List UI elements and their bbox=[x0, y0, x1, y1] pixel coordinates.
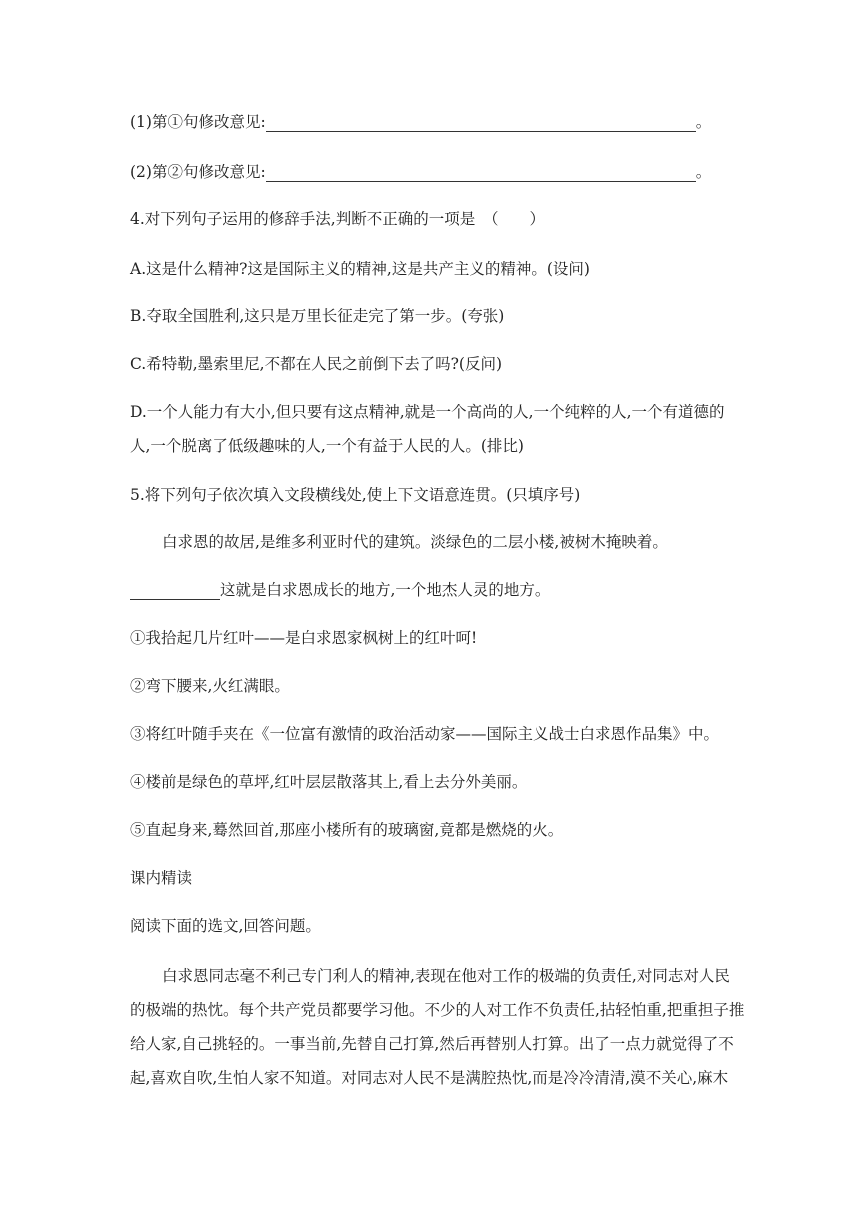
q5-passage-line-1: 白求恩的故居,是维多利亚时代的建筑。淡绿色的二层小楼,被树木掩映着。 bbox=[162, 533, 668, 551]
answer-blank-2[interactable] bbox=[266, 165, 696, 182]
q5-answer-blank[interactable] bbox=[130, 583, 220, 600]
q4-option-b: B.夺取全国胜利,这只是万里长征走完了第一步。(夸张) bbox=[130, 307, 505, 325]
q5-passage-line-2: 这就是白求恩成长的地方,一个地杰人灵的地方。 bbox=[130, 580, 550, 600]
q3-item-2: (2)第②句修改意见: 。 bbox=[130, 163, 712, 181]
answer-blank-1[interactable] bbox=[266, 115, 696, 132]
q5-sentence-3: ③将红叶随手夹在《一位富有激情的政治活动家——国际主义战士白求恩作品集》中。 bbox=[130, 725, 720, 743]
reading-line-3: 给人家,自己挑轻的。一事当前,先替自己打算,然后再替别人打算。出了一点力就觉得了不 bbox=[130, 1035, 734, 1053]
q4-option-a: A.这是什么精神?这是国际主义的精神,这是共产主义的精神。(设问) bbox=[130, 260, 590, 278]
q5-sentence-5: ⑤直起身来,蓦然回首,那座小楼所有的玻璃窗,竟都是燃烧的火。 bbox=[130, 821, 564, 839]
section-instruction: 阅读下面的选文,回答问题。 bbox=[130, 917, 321, 935]
q3-item-2-label: (2)第②句修改意见: bbox=[130, 163, 266, 181]
q4-option-d-line-1: D.一个人能力有大小,但只要有这点精神,就是一个高尚的人,一个纯粹的人,一个有道德的 bbox=[130, 403, 725, 421]
q5-stem: 5.将下列句子依次填入文段横线处,使上下文语意连贯。(只填序号) bbox=[130, 486, 581, 504]
q5-sentence-2: ②弯下腰来,火红满眼。 bbox=[130, 677, 290, 695]
q4-option-c: C.希特勒,墨索里尼,不都在人民之前倒下去了吗?(反问) bbox=[130, 355, 502, 373]
section-heading: 课内精读 bbox=[130, 869, 193, 887]
q5-sentence-4: ④楼前是绿色的草坪,红叶层层散落其上,看上去分外美丽。 bbox=[130, 773, 528, 791]
q3-item-1: (1)第①句修改意见: 。 bbox=[130, 113, 712, 131]
q3-item-1-label: (1)第①句修改意见: bbox=[130, 113, 266, 131]
reading-line-2: 的极端的热忱。每个共产党员都要学习他。不少的人对工作不负责任,拈轻怕重,把重担子推 bbox=[130, 1001, 745, 1019]
q5-sentence-1: ①我拾起几片红叶——是白求恩家枫树上的红叶呵! bbox=[130, 629, 478, 647]
reading-line-4: 起,喜欢自吹,生怕人家不知道。对同志对人民不是满腔热忱,而是冷冷清清,漠不关心,麻木 bbox=[130, 1069, 729, 1087]
reading-line-1: 白求恩同志毫不利己专门利人的精神,表现在他对工作的极端的负责任,对同志对人民 bbox=[162, 967, 730, 985]
q4-stem: 4.对下列句子运用的修辞手法,判断不正确的一项是 （ ） bbox=[130, 210, 545, 228]
q4-option-d-line-2: 人,一个脱离了低级趣味的人,一个有益于人民的人。(排比) bbox=[130, 437, 524, 455]
